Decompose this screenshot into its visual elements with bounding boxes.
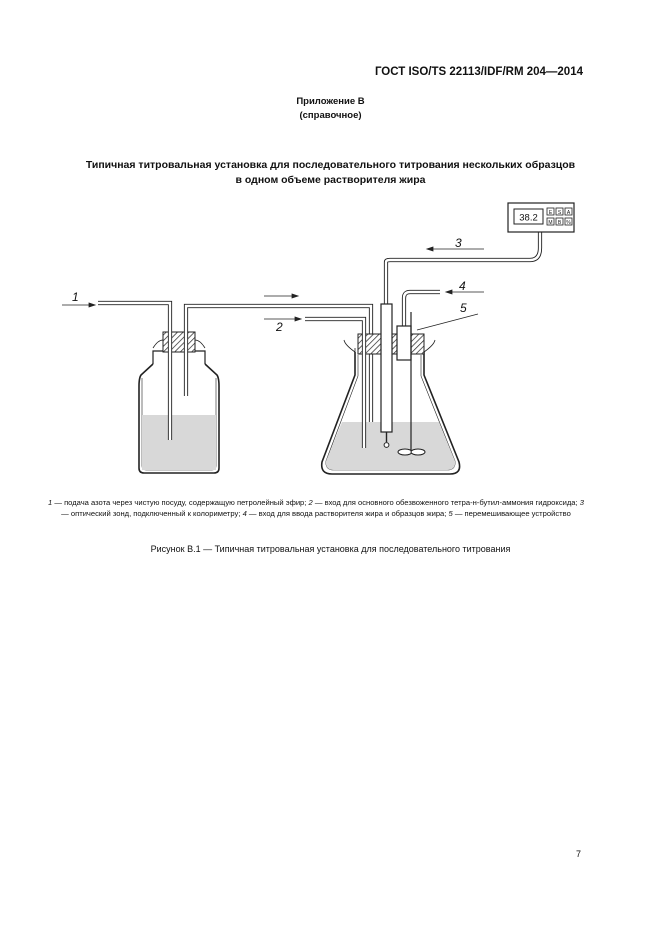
colorimeter	[508, 203, 574, 232]
section-title-line2: в одном объеме растворителя жира	[235, 174, 426, 186]
label-3: 3	[455, 236, 462, 250]
label-4: 4	[459, 279, 466, 293]
colorimeter-reading: 38.2	[519, 212, 538, 224]
page-number: 7	[576, 849, 582, 859]
stirrer-blade-right	[411, 449, 425, 455]
figure-caption: Рисунок В.1 — Типичная титровальная установка для последовательного титрования	[150, 544, 511, 554]
figure-legend	[46, 497, 586, 519]
legend-num-2: 2	[308, 498, 313, 507]
key-m: M	[548, 220, 553, 226]
legend-text-3: — оптический зонд, подключенный к колориметру;	[61, 509, 243, 518]
appendix-note: (справочное)	[299, 110, 362, 121]
label-2: 2	[276, 320, 283, 334]
appendix-heading	[0, 95, 661, 123]
wash-bottle	[139, 332, 219, 473]
legend-num-4: 4	[242, 509, 247, 518]
key-s: S	[557, 210, 562, 216]
key-e: E	[548, 210, 553, 216]
standard-number: ГОСТ ISO/TS 22113/IDF/RM 204—2014	[374, 66, 583, 78]
key-b: B	[557, 220, 562, 226]
wash-bottle-stopper	[163, 332, 195, 352]
stirrer-housing	[397, 326, 411, 360]
petroleum-ether-liquid	[142, 415, 216, 470]
stirrer-blade-left	[398, 449, 412, 455]
titration-setup-figure	[0, 192, 661, 492]
legend-num-1: 1	[48, 498, 53, 507]
legend-text-5: — перемешивающее устройство	[452, 509, 571, 518]
legend-num-3: 3	[579, 498, 584, 507]
section-title-line1: Типичная титровальная установка для последовательного титрования нескольких образцов	[85, 159, 576, 171]
label-5: 5	[460, 301, 467, 315]
key-a: A	[566, 210, 571, 216]
appendix-title: Приложение В	[296, 96, 365, 107]
label-1: 1	[72, 290, 79, 304]
legend-text-2: — вход для основного обезвоженного тетра-н-бутил-аммония гидроксида;	[312, 498, 580, 507]
section-title	[0, 158, 661, 188]
legend-text-1: — подача азота через чистую посуду, содержащую петролейный эфир;	[52, 498, 309, 507]
optical-probe	[381, 304, 392, 432]
legend-text-4: — вход для ввода растворителя жира и образцов жира;	[246, 509, 449, 518]
legend-num-5: 5	[448, 509, 453, 518]
key-percent: %	[566, 220, 571, 226]
